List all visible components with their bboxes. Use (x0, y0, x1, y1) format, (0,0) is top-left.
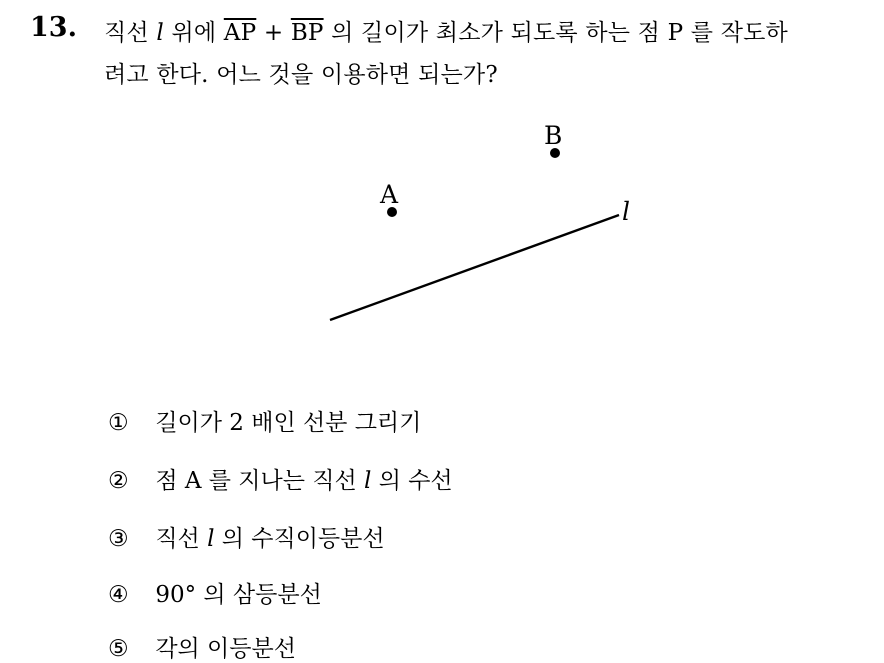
choice-text: 90° 의 삼등분선 (155, 582, 322, 608)
choice-marker: ① (108, 410, 129, 436)
stem-text: 위에 (171, 20, 217, 46)
question-stem-line-2: 려고 한다. 어느 것을 이용하면 되는가? (104, 62, 498, 88)
choice-3[interactable] (108, 520, 385, 553)
segment-ap: $\overline{AP}$ (223, 20, 257, 46)
stem-text: 직선 (104, 20, 149, 46)
choice-text: 의 수선 (378, 468, 453, 494)
line-variable: l (364, 468, 372, 494)
choice-text: 의 수직이등분선 (221, 526, 385, 552)
choice-text: 직선 (155, 526, 200, 552)
plus-sign: + (263, 20, 284, 46)
choice-text: 각의 이등분선 (155, 636, 296, 662)
choice-4[interactable] (108, 576, 322, 609)
question-number: 13. (30, 12, 77, 43)
choice-1[interactable] (108, 404, 421, 437)
line-variable: l (156, 20, 164, 46)
choice-5[interactable] (108, 630, 296, 663)
choice-text: 점 A 를 지나는 직선 (155, 468, 357, 494)
choice-marker: ⑤ (108, 636, 129, 662)
line-variable: l (207, 526, 215, 552)
choice-marker: ② (108, 468, 129, 494)
stem-text: 의 길이가 최소가 되도록 하는 점 P 를 작도하 (331, 20, 788, 46)
line-l-label: l (622, 197, 630, 226)
choice-marker: ③ (108, 526, 129, 552)
point-b-label: B (544, 121, 563, 150)
choice-2[interactable] (108, 462, 453, 495)
segment-bp: $\overline{BP}$ (290, 20, 324, 46)
choice-marker: ④ (108, 582, 129, 608)
point-a-label: A (380, 180, 399, 209)
choice-text: 길이가 2 배인 선분 그리기 (155, 410, 422, 436)
line-l (330, 215, 619, 320)
